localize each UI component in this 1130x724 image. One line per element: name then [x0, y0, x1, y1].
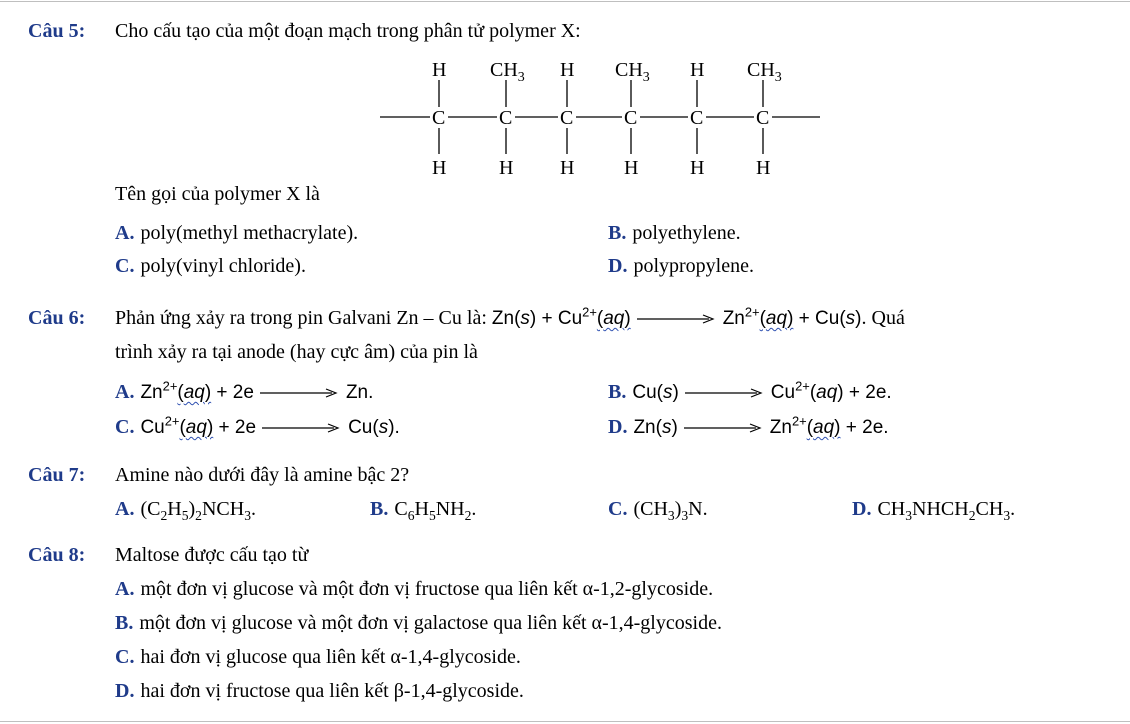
top-substituent-1: H — [432, 59, 447, 81]
option-c[interactable]: C. $(CH_3)_3N$. — [608, 498, 708, 523]
question-label: Câu 6: — [28, 307, 86, 329]
carbon-1: C — [432, 107, 446, 129]
option-a[interactable]: A. $(C_2H_5)_2NCH_3$. — [115, 498, 256, 523]
reaction-arrow-icon — [262, 423, 342, 433]
question-stem: Maltose được cấu tạo từ — [115, 544, 309, 566]
bottom-substituent-4: H — [624, 157, 639, 179]
option-b[interactable]: B. Cu(s) $Cu^{2+}(aq) + 2e$. — [608, 378, 892, 403]
option-c[interactable]: C. hai đơn vị glucose qua liên kết α-1,4-glycoside. — [115, 646, 521, 668]
question-label: Câu 5: — [28, 20, 86, 42]
carbon-4: C — [624, 107, 638, 129]
question-stem-line2: trình xảy ra tại anode (hay cực âm) của pin là — [115, 341, 478, 363]
reaction-arrow-icon — [637, 314, 717, 324]
reaction-arrow-icon — [260, 388, 340, 398]
top-substituent-3: H — [560, 59, 575, 81]
carbon-5: C — [690, 107, 704, 129]
bottom-substituent-1: H — [432, 157, 447, 179]
polymer-structure — [370, 52, 840, 182]
option-b[interactable]: B. $C_6H_5NH_2$. — [370, 498, 477, 523]
top-substituent-5: H — [690, 59, 705, 81]
option-a[interactable]: A. $Zn^{2+}(aq) + 2e$ Zn. — [115, 378, 374, 403]
option-d[interactable]: D. hai đơn vị fructose qua liên kết β-1,4-glycoside. — [115, 680, 524, 702]
top-border — [0, 1, 1130, 2]
option-c[interactable]: C. $Cu^{2+}(aq) + 2e$ Cu(s). — [115, 413, 400, 438]
question-stem: Amine nào dưới đây là amine bậc 2? — [115, 464, 410, 486]
bottom-substituent-2: H — [499, 157, 514, 179]
option-d[interactable]: D. Zn(s) $Zn^{2+}(aq) + 2e$. — [608, 413, 889, 438]
question-stem: Phản ứng xảy ra trong pin Galvani Zn – Cu là: $Zn(s) + Cu^{2+}(aq) Zn^{2+}(aq) + Cu(s)$. Quá — [115, 304, 905, 329]
top-substituent-4: $CH_3$ — [615, 59, 650, 85]
option-d[interactable]: D. polypropylene. — [608, 255, 754, 277]
bottom-substituent-6: H — [756, 157, 771, 179]
cell-reaction: $Zn(s) + Cu^{2+}(aq) Zn^{2+}(aq) + Cu(s)$ — [491, 304, 862, 329]
option-c[interactable]: C. poly(vinyl chloride). — [115, 255, 306, 277]
option-b[interactable]: B. một đơn vị glucose và một đơn vị galactose qua liên kết α-1,4-glycoside. — [115, 612, 722, 634]
question-label: Câu 8: — [28, 544, 86, 566]
reaction-arrow-icon — [684, 423, 764, 433]
question-stem: Cho cấu tạo của một đoạn mạch trong phân tử polymer X: — [115, 20, 581, 42]
option-d[interactable]: D. $CH_3NHCH_2CH_3$. — [852, 498, 1016, 523]
option-b[interactable]: B. polyethylene. — [608, 222, 741, 244]
reaction-arrow-icon — [685, 388, 765, 398]
option-a[interactable]: A. poly(methyl methacrylate). — [115, 222, 359, 244]
carbon-2: C — [499, 107, 513, 129]
carbon-3: C — [560, 107, 574, 129]
bottom-substituent-3: H — [560, 157, 575, 179]
top-substituent-2: $CH_3$ — [490, 59, 525, 85]
bottom-substituent-5: H — [690, 157, 705, 179]
bottom-border — [0, 721, 1130, 722]
top-substituent-6: $CH_3$ — [747, 59, 782, 85]
carbon-6: C — [756, 107, 770, 129]
question-prompt: Tên gọi của polymer X là — [115, 183, 320, 205]
question-label: Câu 7: — [28, 464, 86, 486]
option-a[interactable]: A. một đơn vị glucose và một đơn vị fructose qua liên kết α-1,2-glycoside. — [115, 578, 714, 600]
